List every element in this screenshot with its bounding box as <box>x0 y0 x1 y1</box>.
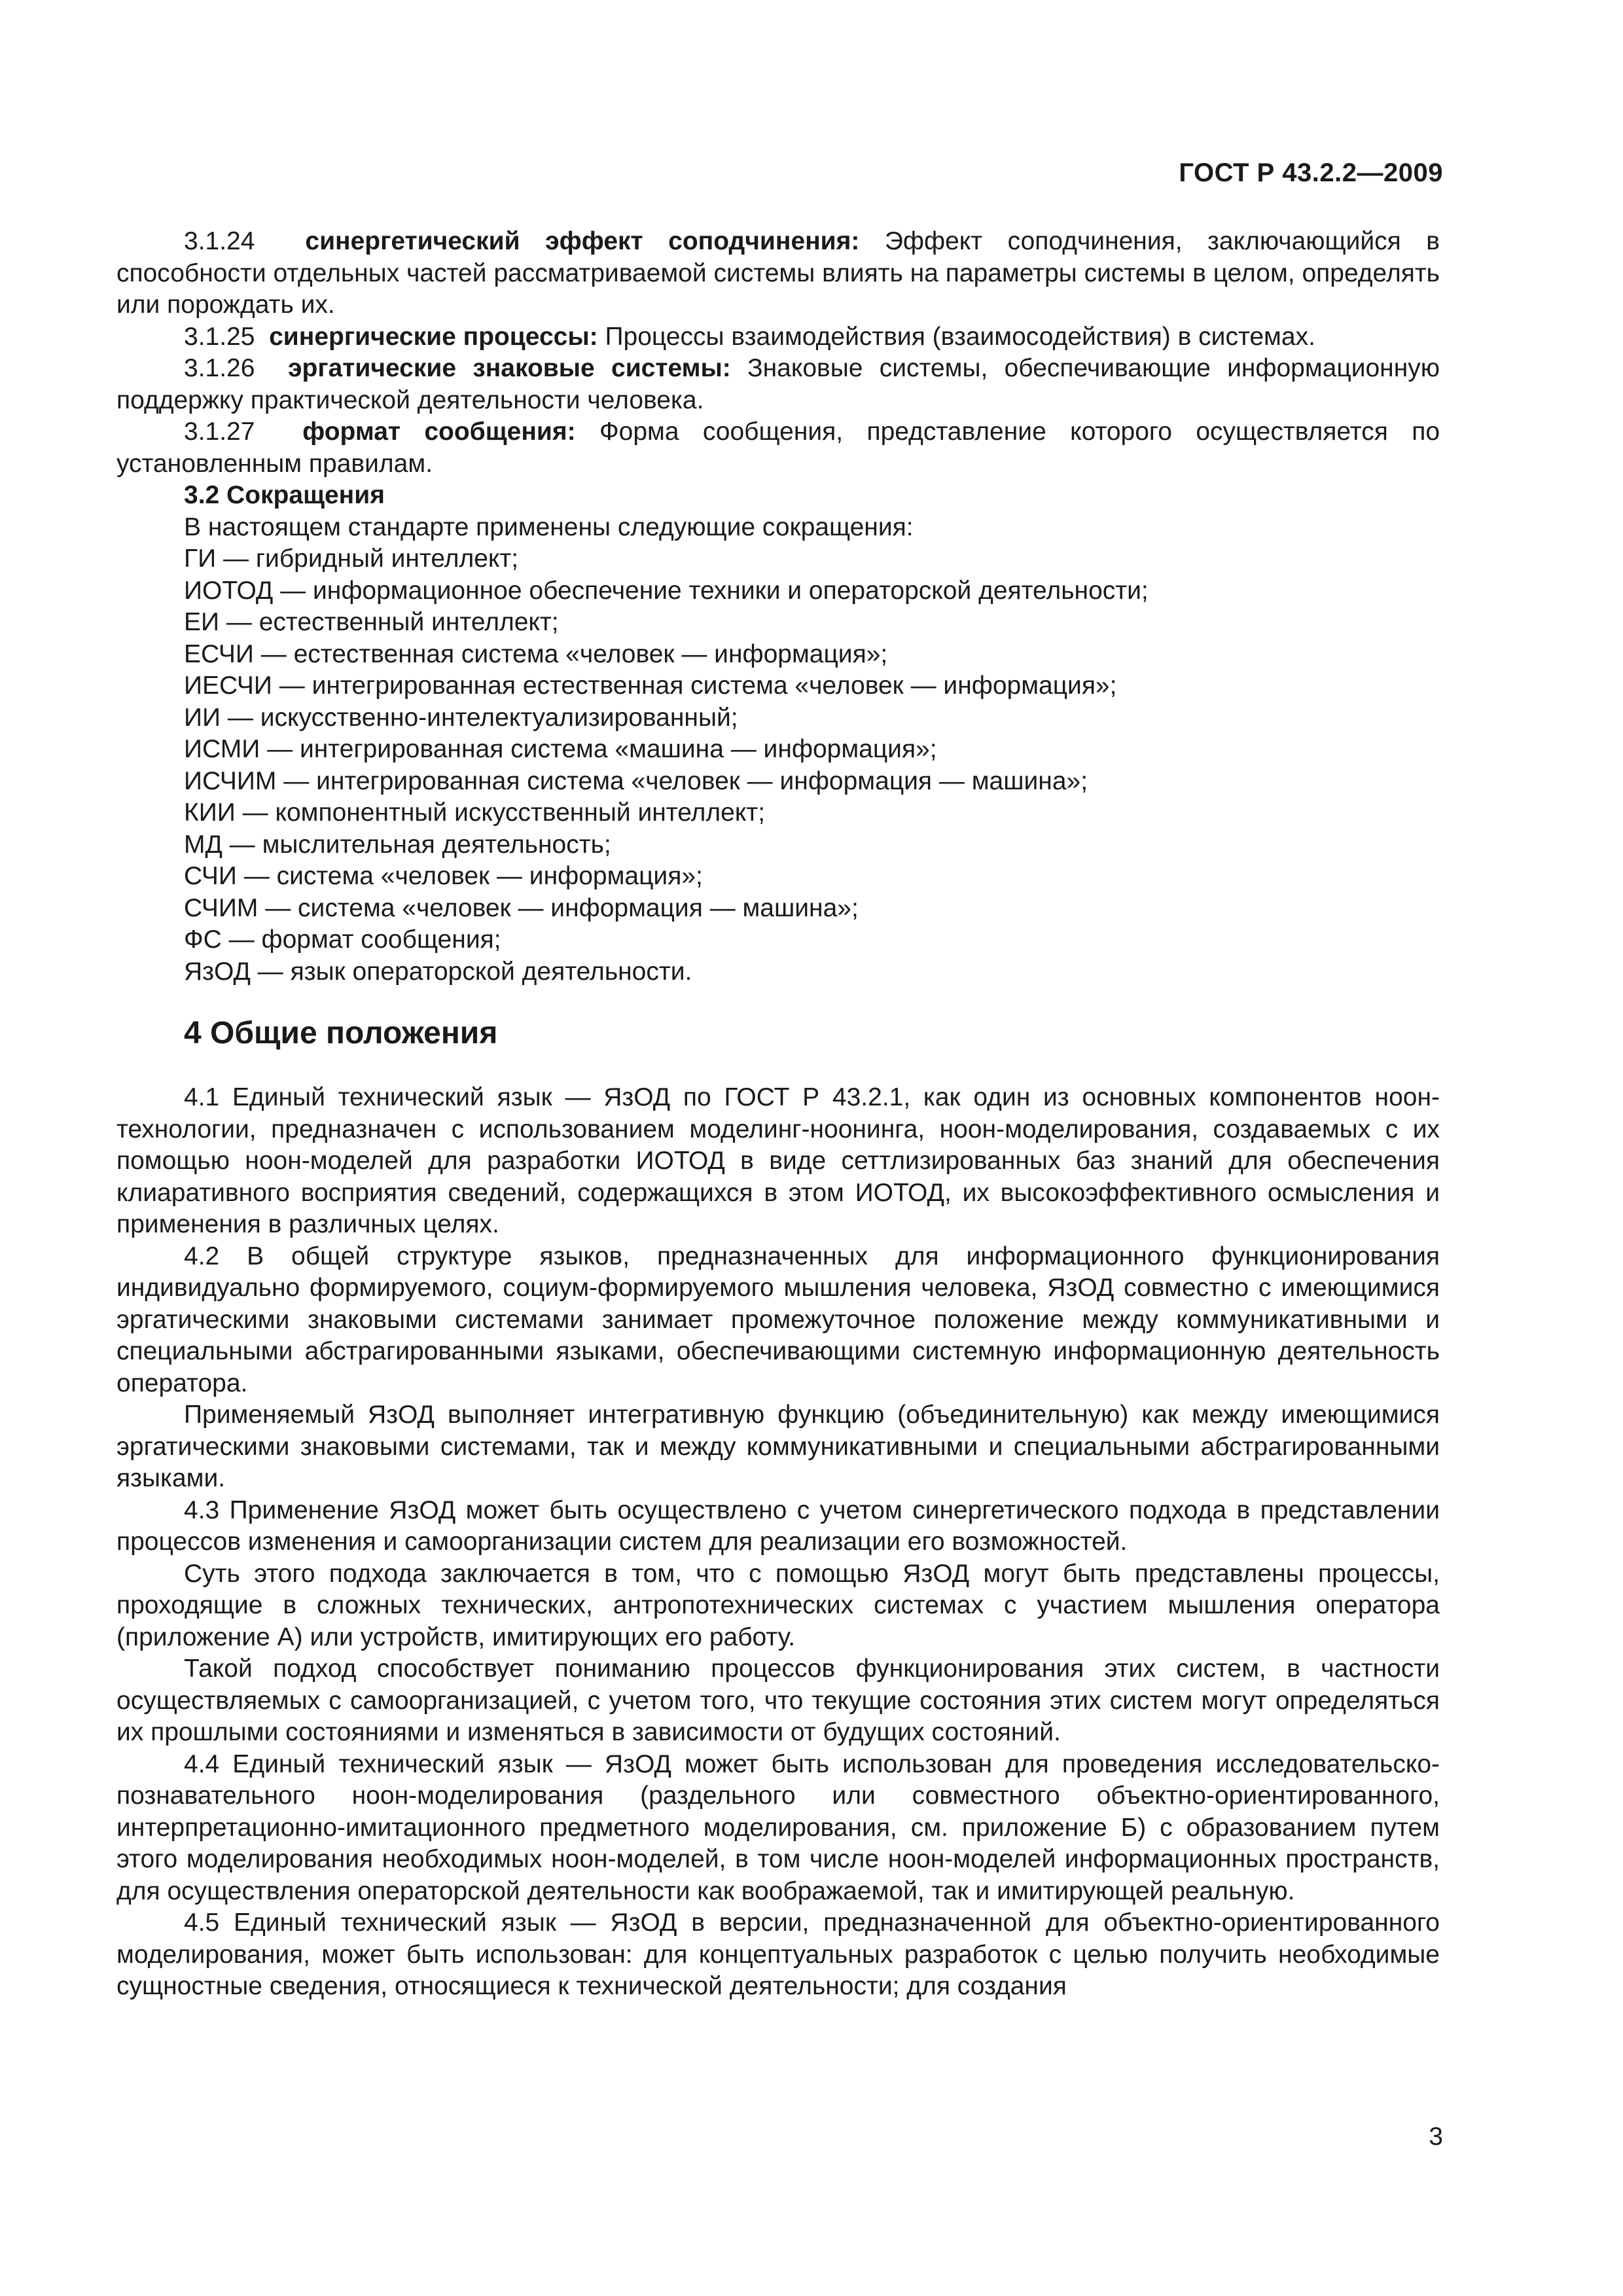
page-number: 3 <box>1429 2123 1443 2151</box>
definition-3-1-25 <box>116 321 1440 353</box>
definition-3-1-27 <box>116 416 1440 480</box>
definition-number: 3.1.27 <box>184 418 255 446</box>
definition-number: 3.1.25 <box>184 322 255 351</box>
abbreviations-heading: 3.2 Сокращения <box>184 481 385 509</box>
document-header-id: ГОСТ Р 43.2.2—2009 <box>1179 158 1443 187</box>
abbreviation-item: МД — мыслительная деятельность; <box>184 830 611 859</box>
page-content <box>116 226 1440 2003</box>
definition-number: 3.1.24 <box>184 227 255 255</box>
section-paragraph: 4.1 Единый технический язык — ЯзОД по ГОСТ Р 43.2.1, как один из основных компонентов ноон-технологии, предназначен с использованием моделинг-ноонинга, ноон-моделирования, создаваемых с их помощью ноон-моделей для разработки ИОТОД в виде сеттлизированных баз знаний для обеспечения клиаративного восприятия сведений, содержащихся в этом ИОТОД, их высокоэффективного осмысления и применения в различных целях. <box>116 1083 1440 1238</box>
definition-term: синергетический эффект соподчинения: <box>305 227 860 255</box>
section-paragraph: 4.2 В общей структуре языков, предназначенных для информационного функционирования индивидуально формируемого, социум-формируемого мышления человека, ЯзОД совместно с имеющимися эргатическими знаковыми системами занимает промежуточное положение между коммуникативными и специальными абстрагированными языками, обеспечивающими системную информационную деятельность оператора. <box>116 1242 1440 1397</box>
abbreviation-item: ИИ — искусственно-интелектуализированный; <box>184 703 738 732</box>
abbreviation-item: СЧИ — система «человек — информация»; <box>184 862 703 890</box>
abbreviation-item: ЯзОД — язык операторской деятельности. <box>184 957 692 986</box>
definition-number: 3.1.26 <box>184 354 255 382</box>
abbreviations-intro: В настоящем стандарте применены следующие сокращения: <box>184 512 914 541</box>
definition-3-1-26 <box>116 353 1440 416</box>
abbreviation-item: ФС — формат сообщения; <box>184 925 501 954</box>
section-paragraph: Такой подход способствует пониманию процессов функционирования этих систем, в частности осуществляемых с самоорганизацией, с учетом того, что текущие состояния этих систем могут определяться их прошлыми состояниями и изменяться в зависимости от будущих состояний. <box>116 1655 1440 1746</box>
abbreviations-list <box>116 543 1440 988</box>
section-paragraph: 4.3 Применение ЯзОД может быть осуществлено с учетом синергетического подхода в представлении процессов изменения и самоорганизации систем для реализации его возможностей. <box>116 1496 1440 1556</box>
abbreviation-item: ИСМИ — интегрированная система «машина — информация»; <box>184 735 937 763</box>
abbreviation-item: КИИ — компонентный искусственный интеллект; <box>184 798 766 827</box>
definition-term: синергические процессы: <box>269 322 598 351</box>
abbreviation-item: СЧИМ — система «человек — информация — машина»; <box>184 893 859 922</box>
abbreviation-item: ГИ — гибридный интеллект; <box>184 545 519 573</box>
definition-text: Процессы взаимодействия (взаимосодействия) в системах. <box>605 322 1315 351</box>
definition-3-1-24 <box>116 226 1440 321</box>
definition-text: Эффект соподчинения, заключающийся в способности отдельных частей рассматриваемой системы влиять на параметры системы в целом, определять или порождать их. <box>116 227 1440 319</box>
section-paragraph: Применяемый ЯзОД выполняет интегративную функцию (объединительную) как между имеющимися эргатическими знаковыми системами, так и между коммуникативными и специальными абстрагированными языками. <box>116 1401 1440 1492</box>
section-4-title: 4 Общие положения <box>184 1016 498 1050</box>
definition-term: эргатические знаковые системы: <box>287 354 731 382</box>
definition-text: Знаковые системы, обеспечивающие информационную поддержку практической деятельности человека. <box>116 354 1440 414</box>
section-paragraph: 4.4 Единый технический язык — ЯзОД может быть использован для проведения исследовательско-познавательного ноон-моделирования (раздельного или совместного объектно-ориентированного, интерпретационно-имитационного предметного моделирования, см. приложение Б) с образованием путем этого моделирования необходимых ноон-моделей, в том числе ноон-моделей информационных пространств, для осуществления операторской деятельности как воображаемой, так и имитирующей реальную. <box>116 1749 1440 1905</box>
abbreviation-item: ИСЧИМ — интегрированная система «человек — информация — машина»; <box>184 766 1088 795</box>
section-paragraph: 4.5 Единый технический язык — ЯзОД в версии, предназначенной для объектно-ориентированного моделирования, может быть использован: для концептуальных разработок с целью получить необходимые сущностные сведения, относящиеся к технической деятельности; для создания <box>116 1909 1440 2000</box>
section-paragraph: Суть этого подхода заключается в том, что с помощью ЯзОД могут быть представлены процессы, проходящие в сложных технических, антропотехнических системах с участием мышления оператора (приложение А) или устройств, имитирующих его работу. <box>116 1559 1440 1651</box>
abbreviation-item: ЕСЧИ — естественная система «человек — информация»; <box>184 639 888 668</box>
definition-term: формат сообщения: <box>302 418 576 446</box>
abbreviation-item: ЕИ — естественный интеллект; <box>184 608 559 636</box>
abbreviation-item: ИОТОД — информационное обеспечение техники и операторской деятельности; <box>184 576 1149 605</box>
abbreviation-item: ИЕСЧИ — интегрированная естественная система «человек — информация»; <box>184 672 1117 700</box>
definition-text: Форма сообщения, представление которого осуществляется по установленным правилам. <box>116 418 1440 478</box>
